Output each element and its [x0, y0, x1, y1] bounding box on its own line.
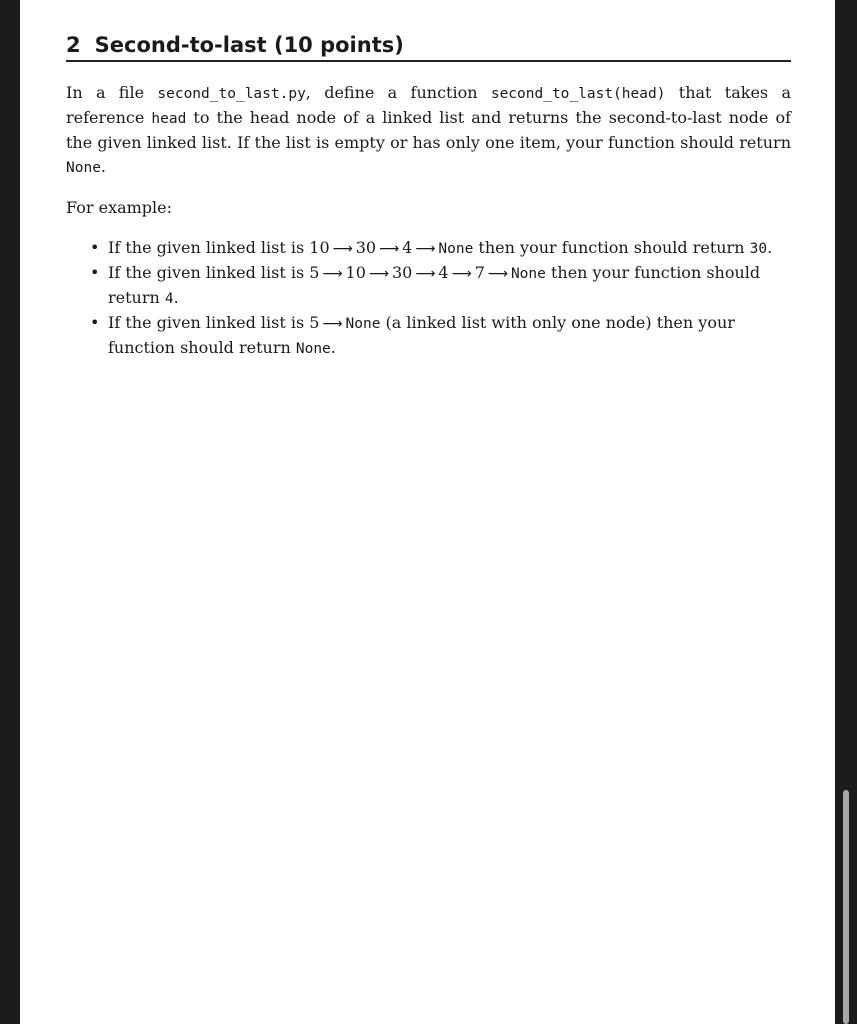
arrow-icon: ⟶ — [487, 266, 508, 282]
page-content — [66, 30, 791, 361]
arrow-icon: ⟶ — [322, 266, 343, 282]
arrow-icon: ⟶ — [379, 241, 400, 257]
arrow-icon: ⟶ — [322, 316, 343, 332]
list-node-value: 30 — [355, 238, 377, 257]
list-terminal-none: None — [510, 266, 546, 282]
list-terminal-none: None — [438, 241, 474, 257]
list-terminal-none: None — [345, 316, 381, 332]
intro-paragraph — [66, 81, 791, 180]
list-node-value: 7 — [474, 263, 485, 282]
example-result: 4 — [164, 291, 174, 307]
arrow-icon: ⟶ — [415, 266, 436, 282]
example-item — [90, 261, 791, 311]
code-none: None — [66, 160, 101, 176]
example-text: (a linked list with only one node) then your function should return — [108, 313, 735, 357]
arrow-icon: ⟶ — [451, 266, 472, 282]
list-node-value: 4 — [438, 263, 449, 282]
section-heading — [66, 30, 791, 62]
example-text: If the given linked list is — [108, 263, 310, 282]
list-node-value: 10 — [345, 263, 366, 282]
document-page — [20, 0, 835, 1024]
example-text: . — [767, 238, 773, 257]
example-text: If the given linked list is — [108, 238, 310, 257]
intro-text: to the head node of a linked list and returns the second-to-last node of the given linked list. If the list is empty or has only one item, your function should return — [66, 108, 791, 152]
arrow-icon: ⟶ — [415, 241, 436, 257]
example-lead: For example: — [66, 198, 173, 217]
arrow-icon: ⟶ — [332, 241, 353, 257]
bullet-icon: • — [90, 263, 100, 282]
intro-text: , define a function — [305, 83, 491, 102]
example-text: . — [330, 338, 336, 357]
intro-text: . — [100, 157, 107, 176]
list-node-value: 4 — [402, 238, 413, 257]
scrollbar-thumb[interactable] — [843, 790, 849, 1024]
example-result: 30 — [749, 241, 768, 257]
example-item — [90, 236, 791, 261]
example-list — [66, 236, 791, 361]
section-number: 2 — [66, 33, 81, 57]
code-function-signature: second_to_last(head) — [490, 86, 666, 102]
bullet-icon: • — [90, 313, 100, 332]
list-node-value: 5 — [309, 263, 320, 282]
intro-text: that takes a reference — [66, 83, 791, 127]
example-result: None — [295, 341, 331, 357]
arrow-icon: ⟶ — [368, 266, 389, 282]
example-item — [90, 311, 791, 361]
list-node-value: 5 — [309, 313, 320, 332]
example-text: then your function should return — [473, 238, 750, 257]
code-filename: second_to_last.py — [157, 86, 306, 102]
code-param: head — [151, 111, 187, 127]
intro-text: In a file — [66, 83, 158, 102]
example-text: then your function should return — [108, 263, 761, 307]
bullet-icon: • — [90, 238, 100, 257]
list-node-value: 10 — [309, 238, 330, 257]
example-text: If the given linked list is — [108, 313, 310, 332]
section-title: Second-to-last (10 points) — [94, 33, 404, 57]
list-node-value: 30 — [391, 263, 413, 282]
example-text: . — [173, 288, 179, 307]
